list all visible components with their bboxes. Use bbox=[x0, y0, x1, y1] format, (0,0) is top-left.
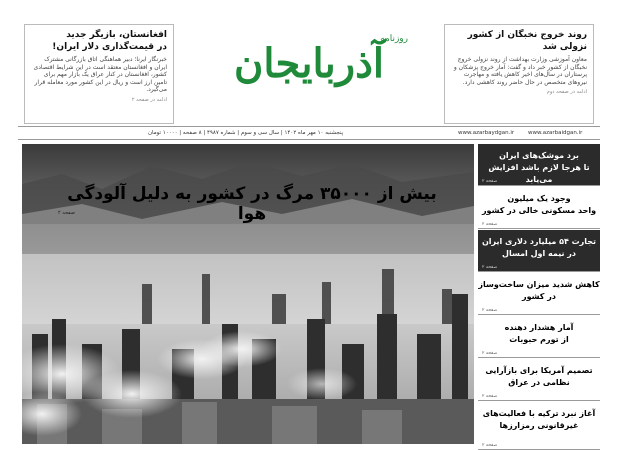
sidebar-story-page-ref: صفحه ۲ bbox=[482, 222, 498, 227]
sidebar-story-line: در نیمه اول امسال bbox=[502, 249, 576, 258]
teaser-right-title-1: روند خروج نخبگان از کشور bbox=[467, 30, 587, 40]
dateline: پنجشنبه ۱۰ مهر ماه ۱۴۰۲ | سال سی و سوم | شماره ۴۹۸۷ | ۸ صفحه | ۱۰۰۰۰ تومان bbox=[148, 130, 344, 136]
sidebar-story-line: تجارت ۵۴ میلیارد دلاری ایران bbox=[481, 237, 597, 246]
sidebar-story-line: نظامی در عراق bbox=[508, 378, 570, 387]
sidebar-story[interactable] bbox=[478, 273, 600, 315]
website-link-1[interactable]: www.azarbaydgan.ir bbox=[458, 130, 515, 136]
sidebar-story[interactable] bbox=[478, 359, 600, 401]
main-headline[interactable]: بیش از ۳۵۰۰۰ مرگ در کشور به دلیل آلودگی هوا bbox=[67, 184, 437, 224]
newspaper-front-page bbox=[18, 18, 600, 446]
sidebar-story-line: برد موشک‌های ایران bbox=[499, 151, 579, 160]
sidebar-story-line: تصمیم آمریکا برای بازآرایی bbox=[485, 366, 593, 375]
logo-title: آذربایجان bbox=[233, 40, 385, 87]
sidebar-story-line: غیرقانونی رمزارزها bbox=[499, 421, 579, 430]
website-link-2[interactable]: www.azarbaidgan.ir bbox=[528, 130, 583, 136]
sidebar-story-page-ref: صفحه ۲ bbox=[482, 308, 498, 313]
newspaper-logo bbox=[204, 34, 414, 104]
sidebar-story-line: از تورم حبوبات bbox=[509, 335, 569, 344]
sidebar-story-line: تا هرجا لازم باشد افزایش می‌یابد bbox=[488, 163, 590, 184]
sidebar-story[interactable] bbox=[478, 144, 600, 186]
sidebar-story[interactable] bbox=[478, 230, 600, 272]
masthead bbox=[18, 18, 600, 136]
sidebar-story-line: آغاز نبرد ترکیه با فعالیت‌های bbox=[482, 409, 596, 418]
sidebar-story-line: در کشور bbox=[522, 292, 556, 301]
news-sidebar bbox=[478, 144, 600, 448]
teaser-left-title-2: در قیمت‌گذاری دلار ایران! bbox=[52, 42, 167, 52]
teaser-left-body: خبرنگار ایرنا؛ دبیر هماهنگی اتاق بازرگانی مشترک ایران و افغانستان معتقد است در این شرایط اقتصادی کشور، افغانستان در کنار عراق یک بازار مهم برای تامین ارز است و ریال در این کشور مورد معامله قرار می‌گیرد. bbox=[33, 56, 167, 93]
teaser-left-title-1: افغانستان، بازیگر جدید bbox=[66, 30, 167, 40]
sidebar-story-line: واحد مسکونی خالی در کشور bbox=[481, 206, 597, 215]
teaser-left[interactable] bbox=[24, 24, 174, 124]
sidebar-story[interactable] bbox=[478, 316, 600, 358]
teaser-left-more: ادامه در صفحه ۲ bbox=[131, 96, 167, 103]
sidebar-story-page-ref: صفحه ۲ bbox=[482, 443, 498, 448]
teaser-right[interactable] bbox=[444, 24, 594, 124]
lead-photo bbox=[22, 144, 474, 444]
teaser-right-title-2: نزولی شد bbox=[542, 42, 587, 52]
main-headline-page-ref: صفحه ۲ bbox=[58, 210, 75, 216]
sidebar-story-line: آمار هشدار دهنده bbox=[504, 323, 574, 332]
sidebar-story-page-ref: صفحه ۲ bbox=[482, 351, 498, 356]
sidebar-story-page-ref: صفحه ۲ bbox=[482, 265, 498, 270]
sidebar-story-page-ref: صفحه ۲ bbox=[482, 179, 498, 184]
sidebar-story-page-ref: صفحه ۲ bbox=[482, 394, 498, 399]
sidebar-story-line: کاهش شدید میزان ساخت‌وساز bbox=[478, 280, 600, 289]
teaser-right-more: ادامه در صفحه دوم bbox=[546, 89, 587, 95]
info-line bbox=[18, 126, 600, 140]
sidebar-story-line: وجود یک میلیون bbox=[507, 194, 571, 203]
sidebar-story[interactable] bbox=[478, 187, 600, 229]
sidebar-story[interactable] bbox=[478, 402, 600, 450]
logo-subtitle: روزنامه bbox=[380, 34, 408, 44]
teaser-right-body: معاون آموزشی وزارت بهداشت از روند نزولی خروج نخبگان از کشور خبر داد و گفت: آمار خروج پزشکان و پرستاران در سال‌های اخیر کاهش یافته و مهاجرت نیروهای متخصص در حال حاضر روند کاهشی دارد. bbox=[453, 56, 587, 86]
